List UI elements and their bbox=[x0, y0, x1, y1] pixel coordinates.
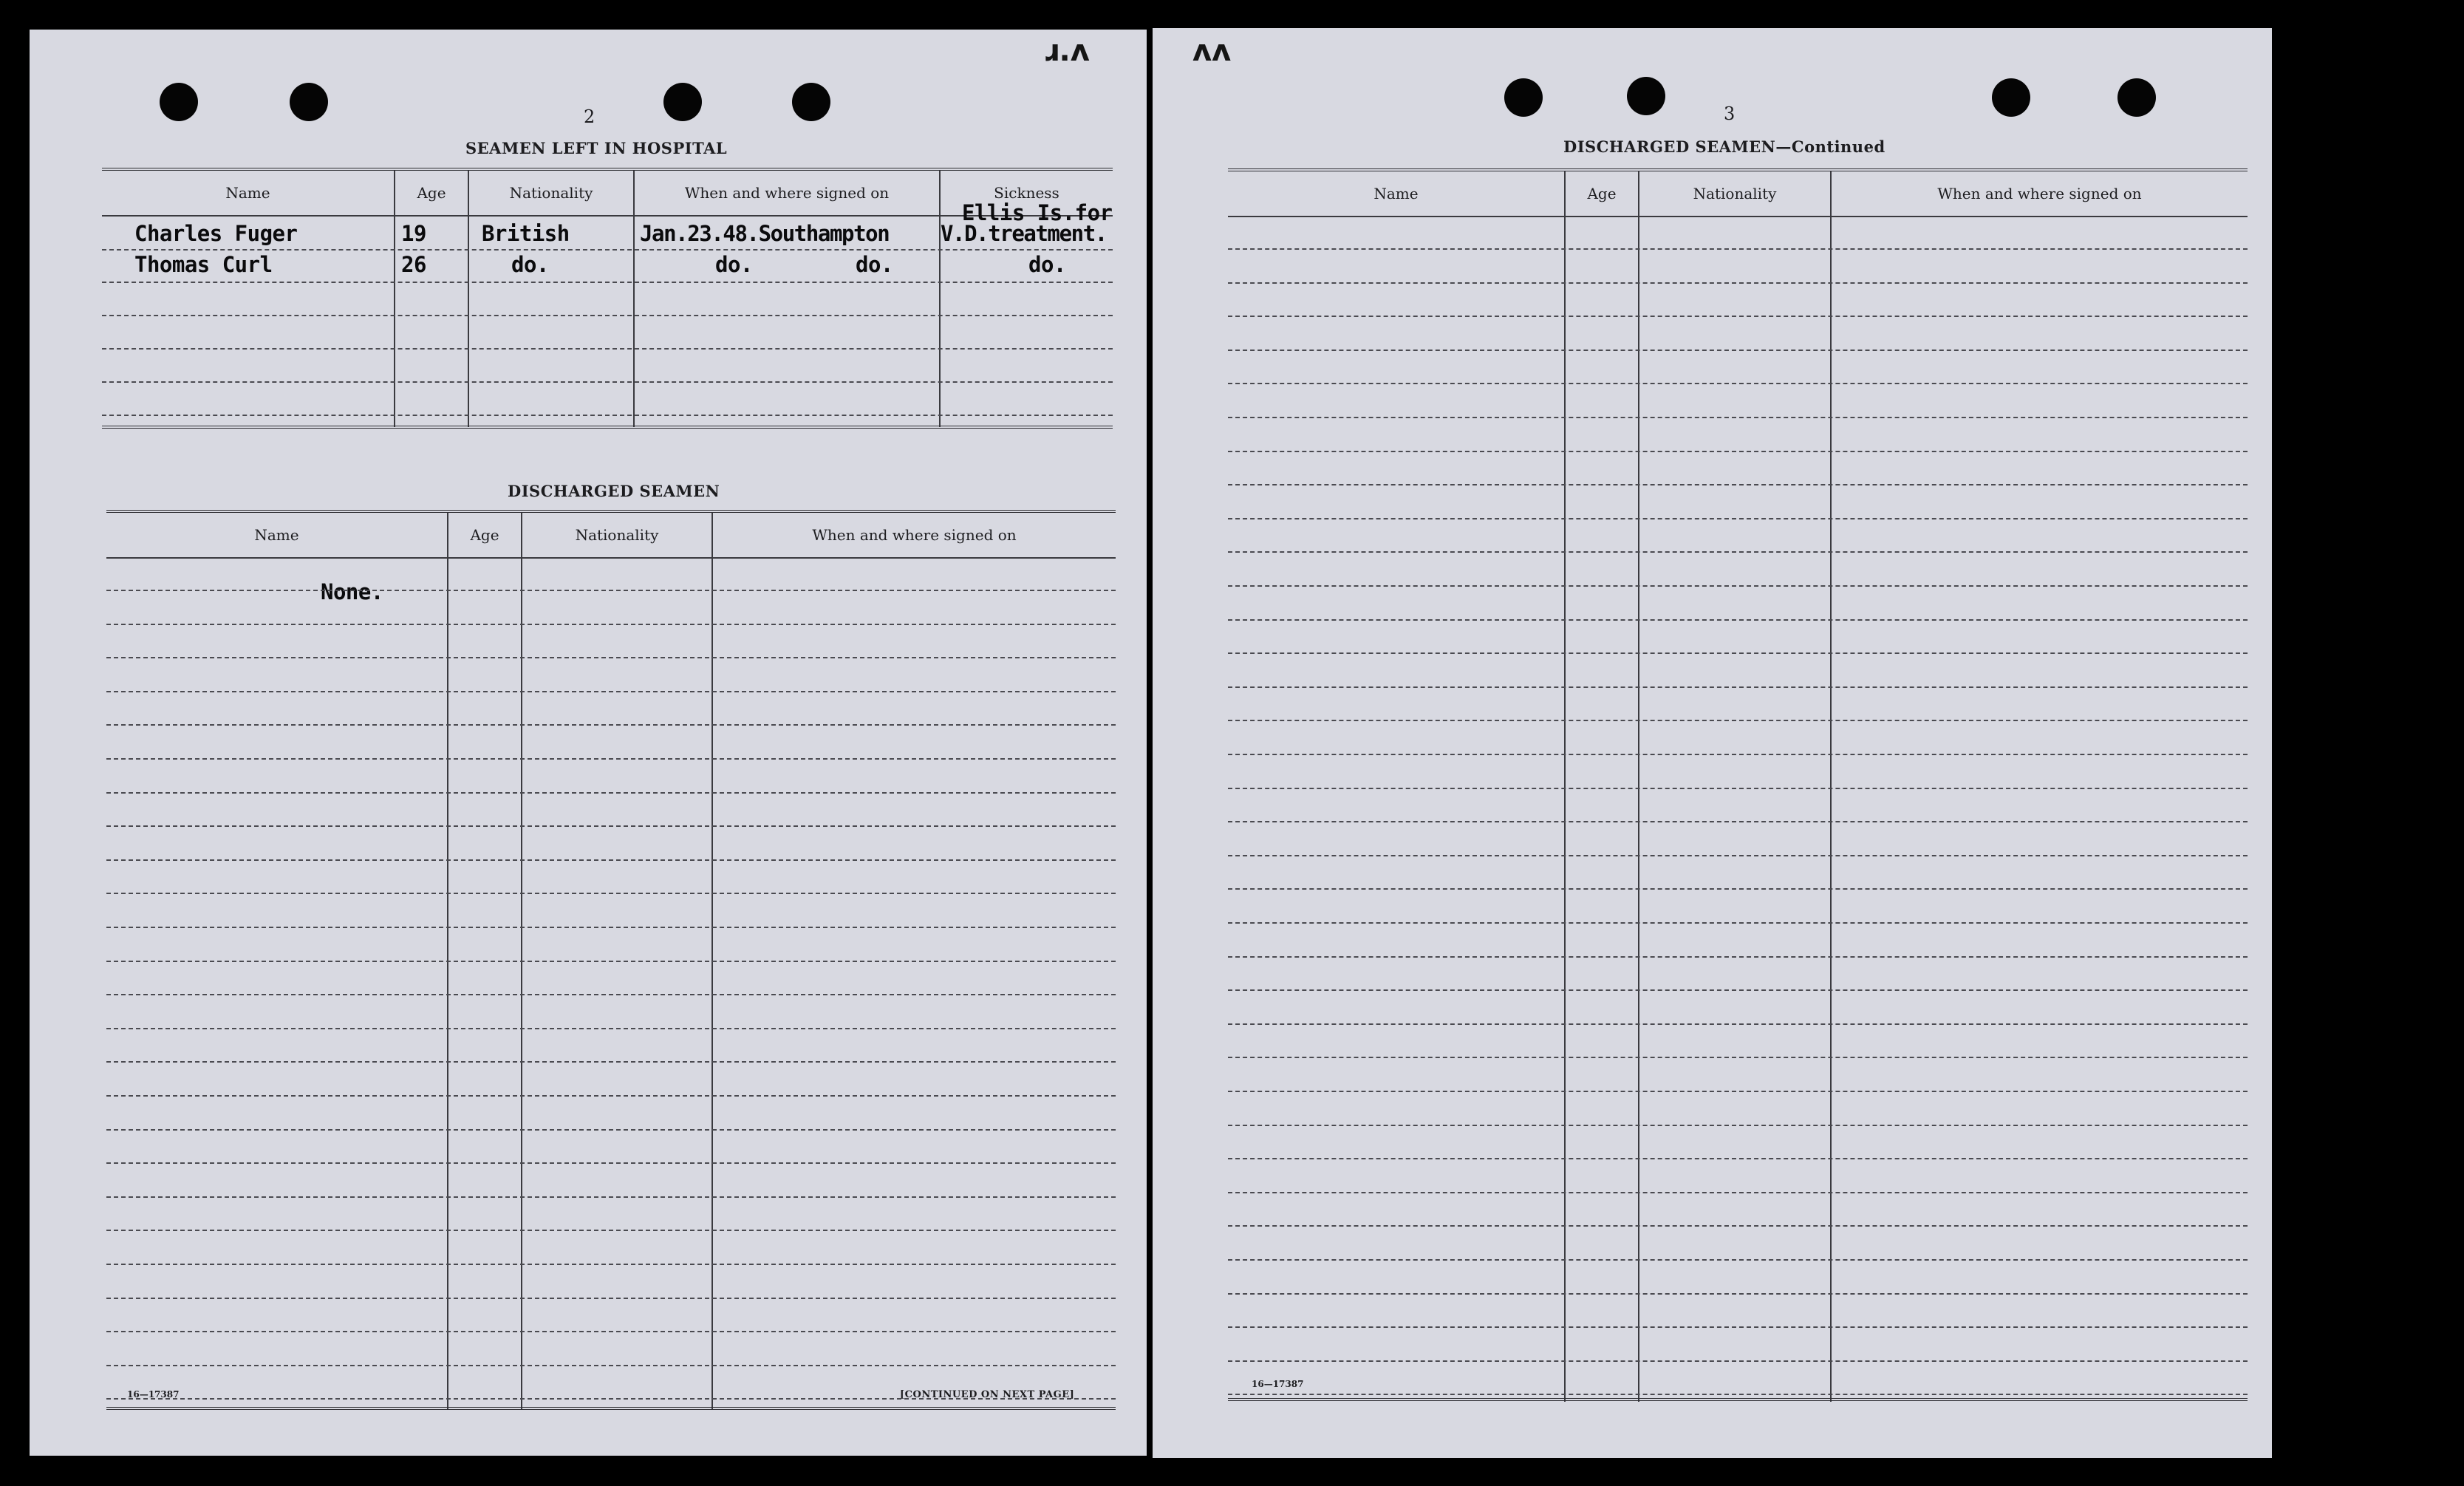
ruled-line bbox=[106, 691, 1116, 692]
ruled-line bbox=[1228, 350, 2248, 351]
binder-hole bbox=[1627, 77, 1665, 115]
hospital-row-1-nationality: British bbox=[482, 221, 570, 246]
hospital-section-title: SEAMEN LEFT IN HOSPITAL bbox=[465, 139, 728, 157]
col-header-name: Name bbox=[225, 184, 270, 202]
ruled-line bbox=[1228, 1293, 2248, 1295]
binder-hole bbox=[1504, 78, 1543, 117]
ruled-line bbox=[1228, 754, 2248, 755]
form-number: 16—17387 bbox=[127, 1389, 180, 1400]
ruled-line bbox=[1228, 1125, 2248, 1126]
ruled-line bbox=[1228, 1225, 2248, 1227]
ruled-line bbox=[1228, 652, 2248, 654]
ruled-line bbox=[1228, 855, 2248, 856]
col-header-nationality: Nationality bbox=[509, 184, 593, 202]
hospital-row-2-name: Thomas Curl bbox=[134, 252, 273, 277]
hospital-table bbox=[102, 168, 1113, 427]
col-header-age: Age bbox=[1587, 185, 1617, 202]
binder-hole bbox=[663, 83, 702, 121]
ruled-line bbox=[106, 590, 1116, 591]
ruled-line bbox=[1228, 383, 2248, 384]
handwritten-mark: ɹ.ᴧ bbox=[1043, 34, 1090, 68]
col-header-name: Name bbox=[1373, 185, 1419, 202]
ruled-line bbox=[1228, 316, 2248, 317]
ruled-line bbox=[1228, 1158, 2248, 1159]
binder-hole bbox=[792, 83, 830, 121]
hospital-row-1-sickness-line-1: Ellis Is.for bbox=[962, 200, 1113, 225]
ruled-line bbox=[1228, 788, 2248, 789]
ruled-line bbox=[1228, 1394, 2248, 1395]
ruled-line bbox=[106, 1331, 1116, 1332]
left-page bbox=[30, 30, 1147, 1456]
ruled-line bbox=[106, 994, 1116, 995]
ruled-line bbox=[106, 1298, 1116, 1299]
hospital-row-2-sickness: do. bbox=[1028, 252, 1066, 277]
hospital-row-2-signed-on-place: do. bbox=[856, 252, 893, 277]
col-header-age: Age bbox=[417, 184, 446, 202]
ruled-line bbox=[1228, 922, 2248, 924]
discharged-section-title: DISCHARGED SEAMEN bbox=[508, 482, 720, 500]
ruled-line bbox=[1228, 417, 2248, 418]
hospital-row-2-signed-on-date: do. bbox=[715, 252, 753, 277]
ruled-line bbox=[1228, 888, 2248, 890]
ruled-line bbox=[106, 927, 1116, 928]
col-header-nationality: Nationality bbox=[1693, 185, 1777, 202]
ruled-line bbox=[106, 1365, 1116, 1366]
ruled-line bbox=[106, 792, 1116, 794]
ruled-line bbox=[1228, 1326, 2248, 1328]
table-header bbox=[106, 513, 1116, 559]
col-header-age: Age bbox=[470, 526, 499, 544]
ruled-line bbox=[106, 1230, 1116, 1231]
ruled-line bbox=[1228, 518, 2248, 519]
hospital-row-1-name: Charles Fuger bbox=[134, 221, 298, 246]
ruled-line bbox=[1228, 1192, 2248, 1193]
ruled-line bbox=[1228, 619, 2248, 621]
discharged-continued-table bbox=[1228, 168, 2248, 1402]
continued-note: [CONTINUED ON NEXT PAGE] bbox=[900, 1389, 1075, 1400]
ruled-line bbox=[106, 859, 1116, 861]
ruled-line bbox=[1228, 1360, 2248, 1362]
ruled-line bbox=[1228, 282, 2248, 284]
binder-hole bbox=[160, 83, 198, 121]
col-header-name: Name bbox=[254, 526, 299, 544]
ruled-line bbox=[106, 1028, 1116, 1029]
ruled-line bbox=[106, 724, 1116, 726]
right-page bbox=[1153, 28, 2272, 1458]
ruled-line bbox=[106, 1129, 1116, 1131]
ruled-line bbox=[1228, 720, 2248, 721]
hospital-row-2-nationality: do. bbox=[511, 252, 549, 277]
hospital-row-1-sickness-line-2: V.D.treatment. bbox=[941, 221, 1107, 246]
discharged-none-entry: None. bbox=[321, 579, 383, 604]
ruled-line bbox=[106, 1061, 1116, 1063]
ruled-line bbox=[1228, 248, 2248, 250]
form-number: 16—17387 bbox=[1252, 1379, 1304, 1389]
ruled-line bbox=[1228, 484, 2248, 485]
ruled-line bbox=[1228, 686, 2248, 688]
ruled-line bbox=[1228, 551, 2248, 553]
page-number: 3 bbox=[1724, 103, 1736, 124]
hospital-row-1-signed-on: Jan.23.48.Southampton bbox=[640, 221, 890, 246]
ruled-line bbox=[106, 1196, 1116, 1198]
handwritten-mark: ᴧᴧ bbox=[1192, 34, 1232, 68]
ruled-line bbox=[1228, 1023, 2248, 1025]
ruled-line bbox=[106, 624, 1116, 625]
col-header-signed-on: When and where signed on bbox=[684, 184, 890, 202]
bottom-rule bbox=[106, 1407, 1116, 1410]
discharged-continued-title: DISCHARGED SEAMEN—Continued bbox=[1563, 137, 1885, 156]
binder-hole bbox=[290, 83, 328, 121]
ruled-line bbox=[1228, 821, 2248, 822]
ruled-line bbox=[106, 657, 1116, 658]
page-number: 2 bbox=[584, 106, 595, 127]
ruled-line bbox=[106, 1264, 1116, 1265]
discharged-table bbox=[106, 510, 1116, 1410]
ruled-line bbox=[1228, 585, 2248, 587]
col-header-signed-on: When and where signed on bbox=[812, 526, 1017, 544]
ruled-line bbox=[1228, 451, 2248, 452]
ruled-line bbox=[1228, 1091, 2248, 1092]
binder-hole bbox=[2117, 78, 2156, 117]
hospital-row-2-age: 26 bbox=[401, 252, 426, 277]
ruled-line bbox=[106, 758, 1116, 760]
col-header-signed-on: When and where signed on bbox=[1937, 185, 2142, 202]
ruled-line bbox=[1228, 956, 2248, 958]
bottom-rule bbox=[1228, 1398, 2248, 1401]
ruled-line bbox=[106, 1162, 1116, 1164]
ruled-line bbox=[106, 1095, 1116, 1097]
hospital-row-1-age: 19 bbox=[401, 221, 426, 246]
table-header bbox=[1228, 171, 2248, 217]
ruled-line bbox=[1228, 1057, 2248, 1058]
ruled-line bbox=[106, 961, 1116, 962]
col-header-sickness: Sickness bbox=[994, 184, 1059, 202]
table-header bbox=[102, 171, 1113, 217]
ruled-line bbox=[1228, 1259, 2248, 1261]
binder-hole bbox=[1992, 78, 2030, 117]
ruled-line bbox=[106, 825, 1116, 827]
ruled-line bbox=[106, 893, 1116, 894]
ruled-line bbox=[1228, 989, 2248, 991]
col-header-nationality: Nationality bbox=[575, 526, 659, 544]
